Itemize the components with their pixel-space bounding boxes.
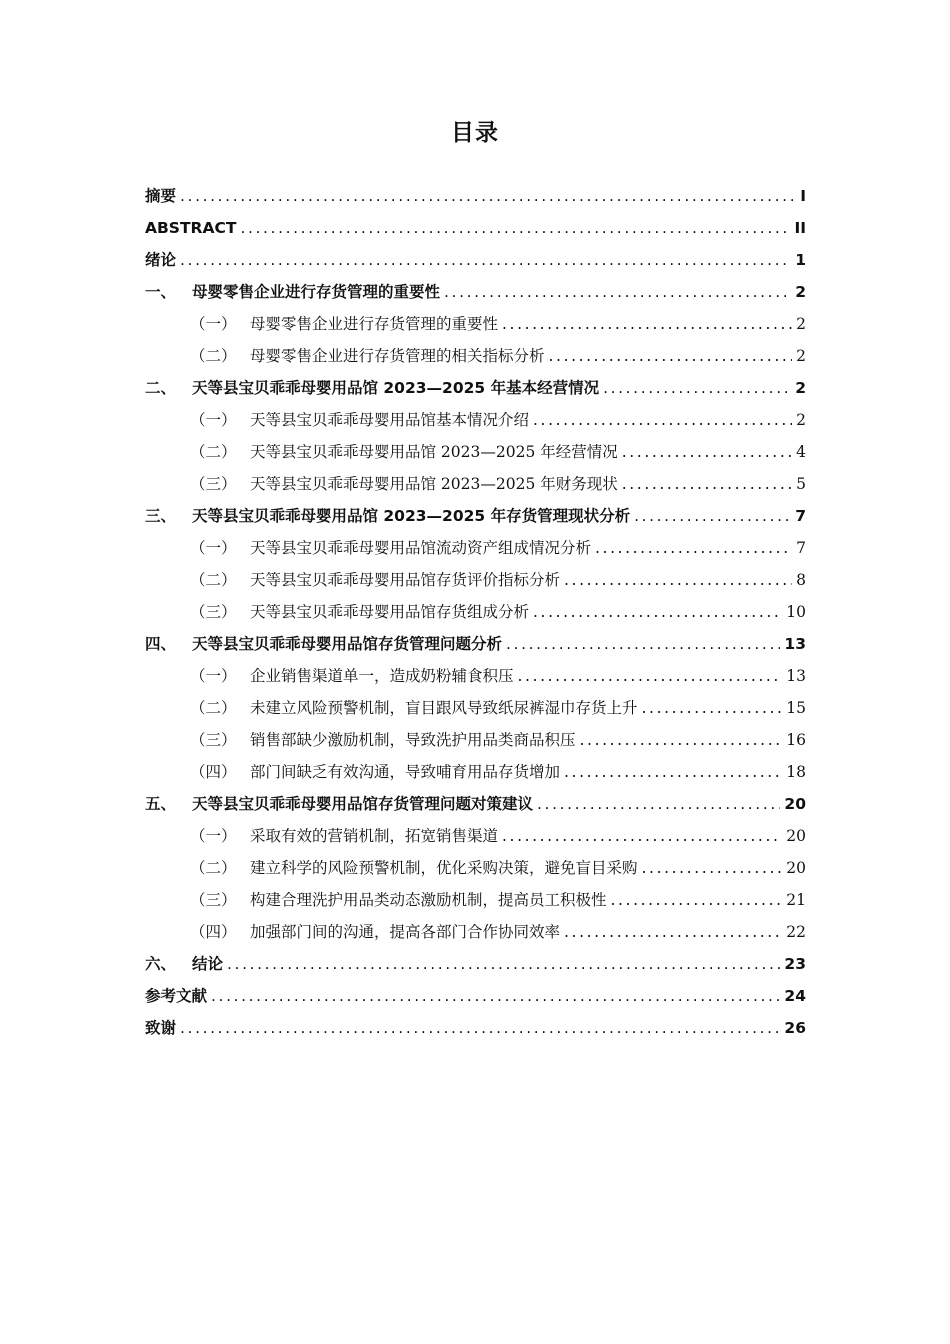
toc-entry-page: 13 [784, 635, 806, 653]
toc-entry-number: （三） [190, 603, 237, 621]
dot-leader [180, 180, 796, 212]
dot-leader [240, 212, 790, 244]
toc-entry-page: 26 [784, 1019, 806, 1037]
dot-leader [533, 596, 782, 628]
dot-leader [506, 628, 780, 660]
toc-entry[interactable] [145, 372, 806, 404]
toc-entry[interactable] [145, 180, 806, 212]
page-title: 目录 [451, 120, 499, 146]
dot-leader [642, 692, 783, 724]
toc-entry-number: 一、 [145, 283, 177, 301]
dot-leader [603, 372, 791, 404]
toc-entry-label: 天等县宝贝乖乖母婴用品馆 2023—2025 年经营情况 [250, 443, 618, 461]
dot-leader [518, 660, 783, 692]
toc-entry-page: 13 [786, 667, 806, 685]
toc-entry-label: 未建立风险预警机制，盲目跟风导致纸尿裤湿巾存货上升 [250, 699, 638, 717]
toc-entry-number: 五、 [145, 795, 177, 813]
toc-entry-page: 7 [796, 539, 806, 557]
dot-leader [564, 756, 782, 788]
toc-entry-number: （四） [190, 923, 237, 941]
toc-entry[interactable] [145, 820, 806, 852]
toc-entry-label: 天等县宝贝乖乖母婴用品馆 2023—2025 年存货管理现状分析 [192, 507, 631, 525]
toc-entry-label: 致谢 [145, 1019, 177, 1037]
toc-entry-label: 天等县宝贝乖乖母婴用品馆存货组成分析 [250, 603, 530, 621]
dot-leader [537, 788, 780, 820]
dot-leader [502, 308, 792, 340]
toc-entry-label: 参考文献 [145, 987, 208, 1005]
toc-entry-page: 18 [786, 763, 806, 781]
toc-entry-label: 绪论 [145, 251, 177, 269]
dot-leader [564, 916, 782, 948]
toc-entry-label: 天等县宝贝乖乖母婴用品馆存货管理问题分析 [192, 635, 503, 653]
toc-entry-label: 采取有效的营销机制，拓宽销售渠道 [250, 827, 499, 845]
toc-entry-number: （一） [190, 411, 237, 429]
toc-entry-page: 7 [795, 507, 806, 525]
toc-entry-page: 10 [786, 603, 806, 621]
toc-entry-page: 20 [786, 859, 806, 877]
toc-entry-page: 1 [795, 251, 806, 269]
toc-entry[interactable] [145, 788, 806, 820]
toc-entry[interactable] [145, 1012, 806, 1044]
toc-entry[interactable] [145, 564, 806, 596]
toc-entry[interactable] [145, 980, 806, 1012]
toc-entry[interactable] [145, 692, 806, 724]
toc-entry-label: ABSTRACT [145, 219, 237, 237]
toc-entry-label: 母婴零售企业进行存货管理的重要性 [192, 283, 441, 301]
toc-entry-page: 2 [796, 315, 806, 333]
toc-entry[interactable] [145, 884, 806, 916]
toc-entry-number: （一） [190, 315, 237, 333]
toc-entry-page: 2 [795, 379, 806, 397]
toc-entry-page: 22 [786, 923, 806, 941]
toc-entry[interactable] [145, 308, 806, 340]
toc-entry-number: （三） [190, 475, 237, 493]
toc-entry-page: 5 [796, 475, 806, 493]
toc-entry-label: 构建合理洗护用品类动态激励机制，提高员工积极性 [250, 891, 607, 909]
dot-leader [502, 820, 782, 852]
toc-entry-number: （三） [190, 731, 237, 749]
dot-leader [622, 468, 792, 500]
toc-entry-number: （二） [190, 699, 237, 717]
dot-leader [611, 884, 783, 916]
toc-entry-label: 天等县宝贝乖乖母婴用品馆存货评价指标分析 [250, 571, 561, 589]
toc-entry-label: 天等县宝贝乖乖母婴用品馆流动资产组成情况分析 [250, 539, 592, 557]
toc-entry[interactable] [145, 724, 806, 756]
toc-entry-label: 部门间缺乏有效沟通，导致哺育用品存货增加 [250, 763, 561, 781]
toc-entry-label: 企业销售渠道单一，造成奶粉辅食积压 [250, 667, 514, 685]
toc-entry-number: （一） [190, 667, 237, 685]
toc-entry-label: 天等县宝贝乖乖母婴用品馆 2023—2025 年财务现状 [250, 475, 618, 493]
dot-leader [444, 276, 791, 308]
toc-entry[interactable] [145, 596, 806, 628]
toc-entry-number: 六、 [145, 955, 177, 973]
toc-entry[interactable] [145, 500, 806, 532]
toc-entry[interactable] [145, 628, 806, 660]
dot-leader [595, 532, 792, 564]
toc-entry-page: 20 [786, 827, 806, 845]
toc-entry-page: 8 [796, 571, 806, 589]
toc-entry-number: （一） [190, 539, 237, 557]
toc-entry-label: 摘要 [145, 187, 177, 205]
toc-entry-number: （二） [190, 347, 237, 365]
toc-entry-page: 4 [796, 443, 806, 461]
toc-entry[interactable] [145, 916, 806, 948]
toc-entry-label: 天等县宝贝乖乖母婴用品馆存货管理问题对策建议 [192, 795, 534, 813]
dot-leader [622, 436, 792, 468]
toc-entry-page: 15 [786, 699, 806, 717]
dot-leader [227, 948, 780, 980]
toc-entry[interactable] [145, 468, 806, 500]
toc-entry[interactable] [145, 852, 806, 884]
toc-entry-label: 母婴零售企业进行存货管理的重要性 [250, 315, 499, 333]
toc-entry[interactable] [145, 276, 806, 308]
toc-entry-number: 三、 [145, 507, 177, 525]
dot-leader [211, 980, 780, 1012]
toc-entry[interactable] [145, 244, 806, 276]
table-of-contents [145, 180, 806, 1044]
toc-entry-number: （四） [190, 763, 237, 781]
toc-entry[interactable] [145, 404, 806, 436]
toc-entry-number: （二） [190, 571, 237, 589]
toc-entry-page: 21 [786, 891, 806, 909]
toc-entry[interactable] [145, 532, 806, 564]
dot-leader [642, 852, 783, 884]
toc-entry-page: I [800, 187, 806, 205]
toc-entry-page: II [794, 219, 806, 237]
toc-entry-label: 加强部门间的沟通，提高各部门合作协同效率 [250, 923, 561, 941]
dot-leader [549, 340, 793, 372]
toc-entry[interactable] [145, 340, 806, 372]
toc-entry-label: 建立科学的风险预警机制，优化采购决策，避免盲目采购 [250, 859, 638, 877]
toc-entry[interactable] [145, 436, 806, 468]
toc-entry-label: 销售部缺少激励机制，导致洗护用品类商品积压 [250, 731, 576, 749]
toc-entry-label: 结论 [192, 955, 224, 973]
toc-entry-label: 天等县宝贝乖乖母婴用品馆基本情况介绍 [250, 411, 530, 429]
toc-entry-number: （一） [190, 827, 237, 845]
toc-entry-page: 2 [796, 411, 806, 429]
toc-entry-page: 2 [796, 347, 806, 365]
toc-entry[interactable] [145, 756, 806, 788]
dot-leader [180, 1012, 780, 1044]
toc-entry-number: （二） [190, 859, 237, 877]
toc-entry-label: 母婴零售企业进行存货管理的相关指标分析 [250, 347, 545, 365]
dot-leader [580, 724, 783, 756]
toc-entry-number: （二） [190, 443, 237, 461]
dot-leader [564, 564, 792, 596]
dot-leader [634, 500, 791, 532]
toc-entry[interactable] [145, 948, 806, 980]
toc-entry-label: 天等县宝贝乖乖母婴用品馆 2023—2025 年基本经营情况 [192, 379, 600, 397]
toc-entry-number: （三） [190, 891, 237, 909]
toc-entry-number: 二、 [145, 379, 177, 397]
dot-leader [180, 244, 791, 276]
toc-entry-page: 2 [795, 283, 806, 301]
toc-entry-page: 20 [784, 795, 806, 813]
toc-entry-page: 23 [784, 955, 806, 973]
toc-entry-number: 四、 [145, 635, 177, 653]
toc-entry-page: 24 [784, 987, 806, 1005]
toc-entry-page: 16 [786, 731, 806, 749]
toc-entry[interactable] [145, 212, 806, 244]
dot-leader [533, 404, 792, 436]
toc-entry[interactable] [145, 660, 806, 692]
